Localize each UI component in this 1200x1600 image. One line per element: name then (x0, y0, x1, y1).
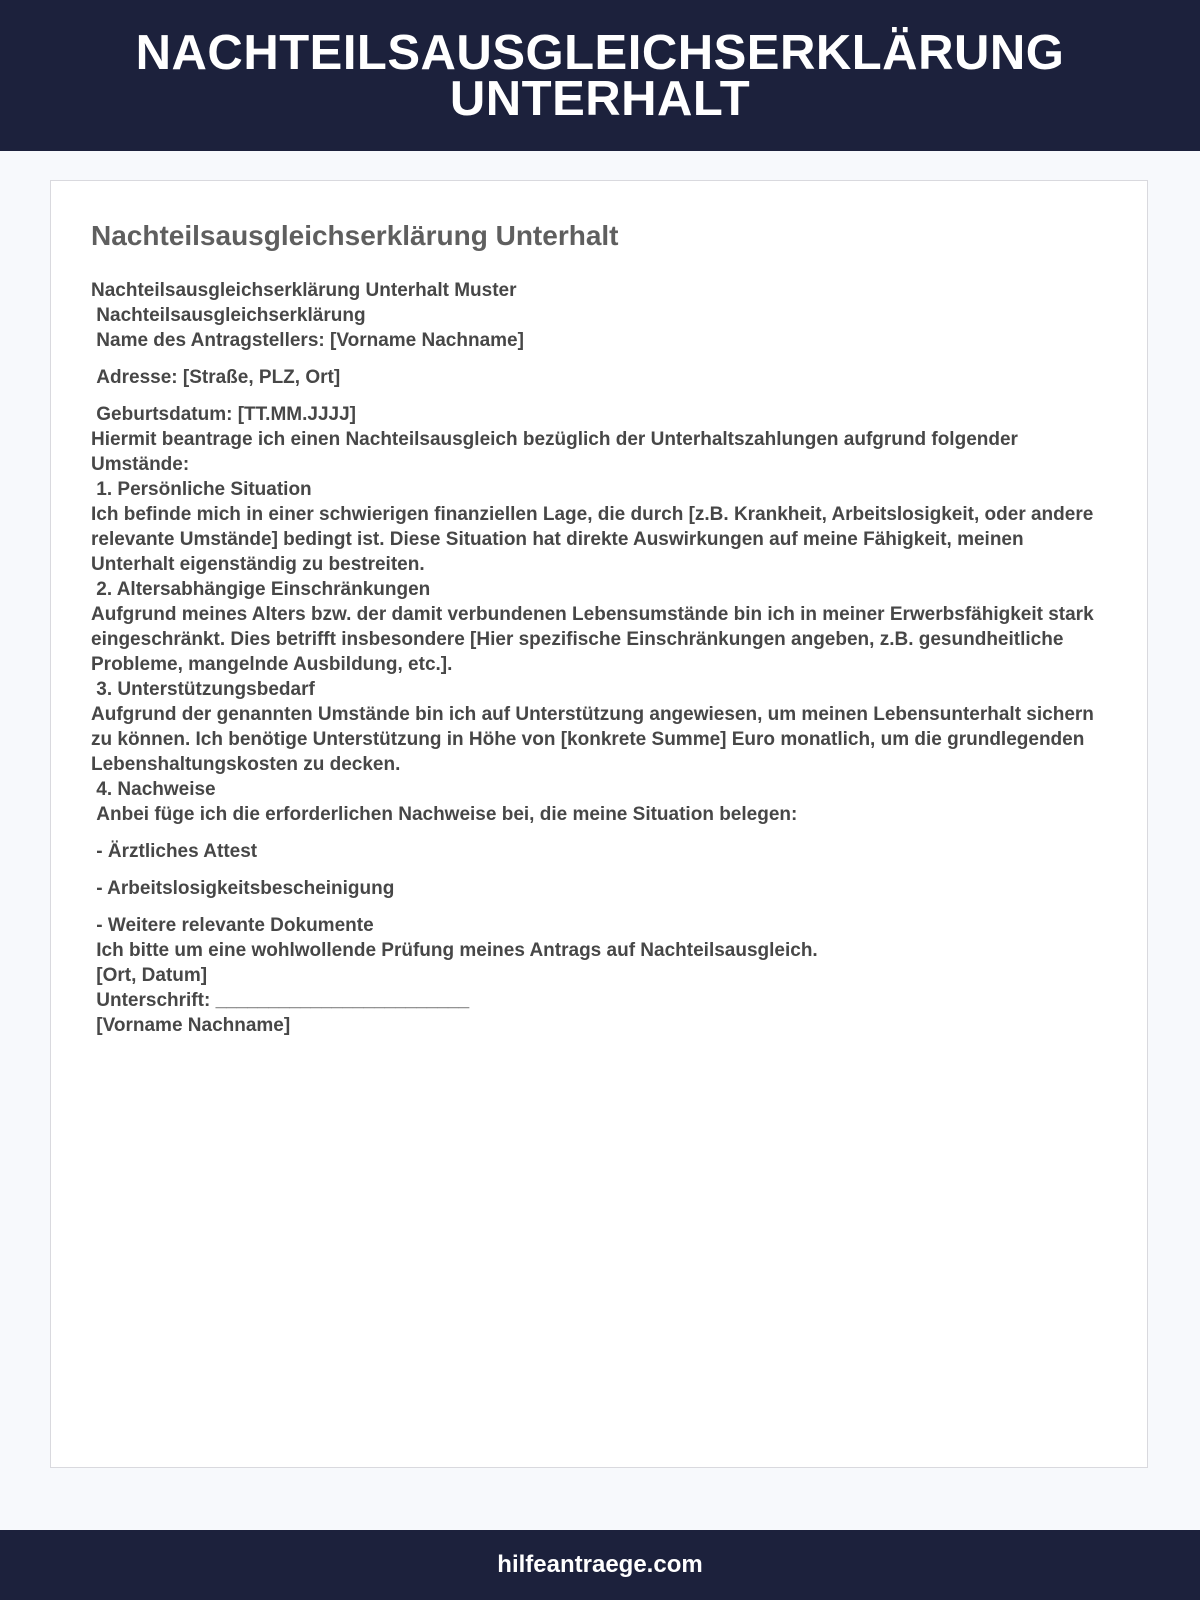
doc-section-1-heading: 1. Persönliche Situation (91, 479, 312, 500)
doc-line-intro: Hiermit beantrage ich einen Nachteilsausgleich bezüglich der Unterhaltszahlungen aufgrund folgender Umstände: (91, 429, 1024, 475)
doc-line-request: Ich bitte um eine wohlwollende Prüfung meines Antrags auf Nachteilsausgleich. (91, 940, 818, 961)
doc-line-place-date: [Ort, Datum] (91, 965, 208, 986)
document-card (50, 180, 1148, 1468)
doc-section-4-heading: 4. Nachweise (91, 779, 216, 800)
doc-section-2-text: Aufgrund meines Alters bzw. der damit verbundenen Lebensumstände bin ich in meiner Erwerbsfähigkeit stark eingeschränkt. Dies betrifft insbesondere [Hier spezifische Einschränkungen angeben, z.B. gesundheitliche Probleme, mangelnde Ausbildung, etc.]. (91, 604, 1099, 675)
page-footer (0, 1530, 1200, 1600)
document-heading: Nachteilsausgleichserklärung Unterhalt (91, 220, 619, 251)
doc-line-subtitle: Nachteilsausgleichserklärung (91, 305, 366, 326)
doc-line-name: Name des Antragstellers: [Vorname Nachname] (91, 330, 524, 351)
doc-line-birthdate: Geburtsdatum: [TT.MM.JJJJ] (91, 404, 356, 425)
doc-line-signature: Unterschrift: ________________________ (91, 990, 470, 1011)
doc-section-1-text: Ich befinde mich in einer schwierigen finanziellen Lage, die durch [z.B. Krankheit, Arbeitslosigkeit, oder andere relevante Umstände] bedingt ist. Diese Situation hat direkte Auswirkungen auf meine Fähigkeit, meinen Unterhalt eigenständig zu bestreiten. (91, 504, 1099, 575)
page-title: NACHTEILSAUSGLEICHSERKLÄRUNG UNTERHALT (135, 25, 1065, 126)
doc-line-address: Adresse: [Straße, PLZ, Ort] (91, 367, 341, 388)
page-header (0, 0, 1200, 151)
doc-section-4-text: Anbei füge ich die erforderlichen Nachweise bei, die meine Situation belegen: (91, 804, 798, 825)
doc-list-item-documents: - Weitere relevante Dokumente (91, 915, 374, 936)
doc-list-item-attest: - Ärztliches Attest (91, 841, 258, 862)
footer-site-link[interactable]: hilfeantraege.com (497, 1551, 703, 1578)
document-body (91, 278, 1107, 1038)
doc-line-title: Nachteilsausgleichserklärung Unterhalt Muster (91, 280, 517, 301)
doc-section-3-text: Aufgrund der genannten Umstände bin ich auf Unterstützung angewiesen, um meinen Lebensunterhalt sichern zu können. Ich benötige Unterstützung in Höhe von [konkrete Summe] Euro monatlich, um die grundlegenden Lebenshaltungskosten zu decken. (91, 704, 1100, 775)
doc-section-3-heading: 3. Unterstützungsbedarf (91, 679, 315, 700)
doc-line-signer-name: [Vorname Nachname] (91, 1015, 291, 1036)
doc-list-item-unemployment: - Arbeitslosigkeitsbescheinigung (91, 878, 395, 899)
doc-section-2-heading: 2. Altersabhängige Einschränkungen (91, 579, 431, 600)
